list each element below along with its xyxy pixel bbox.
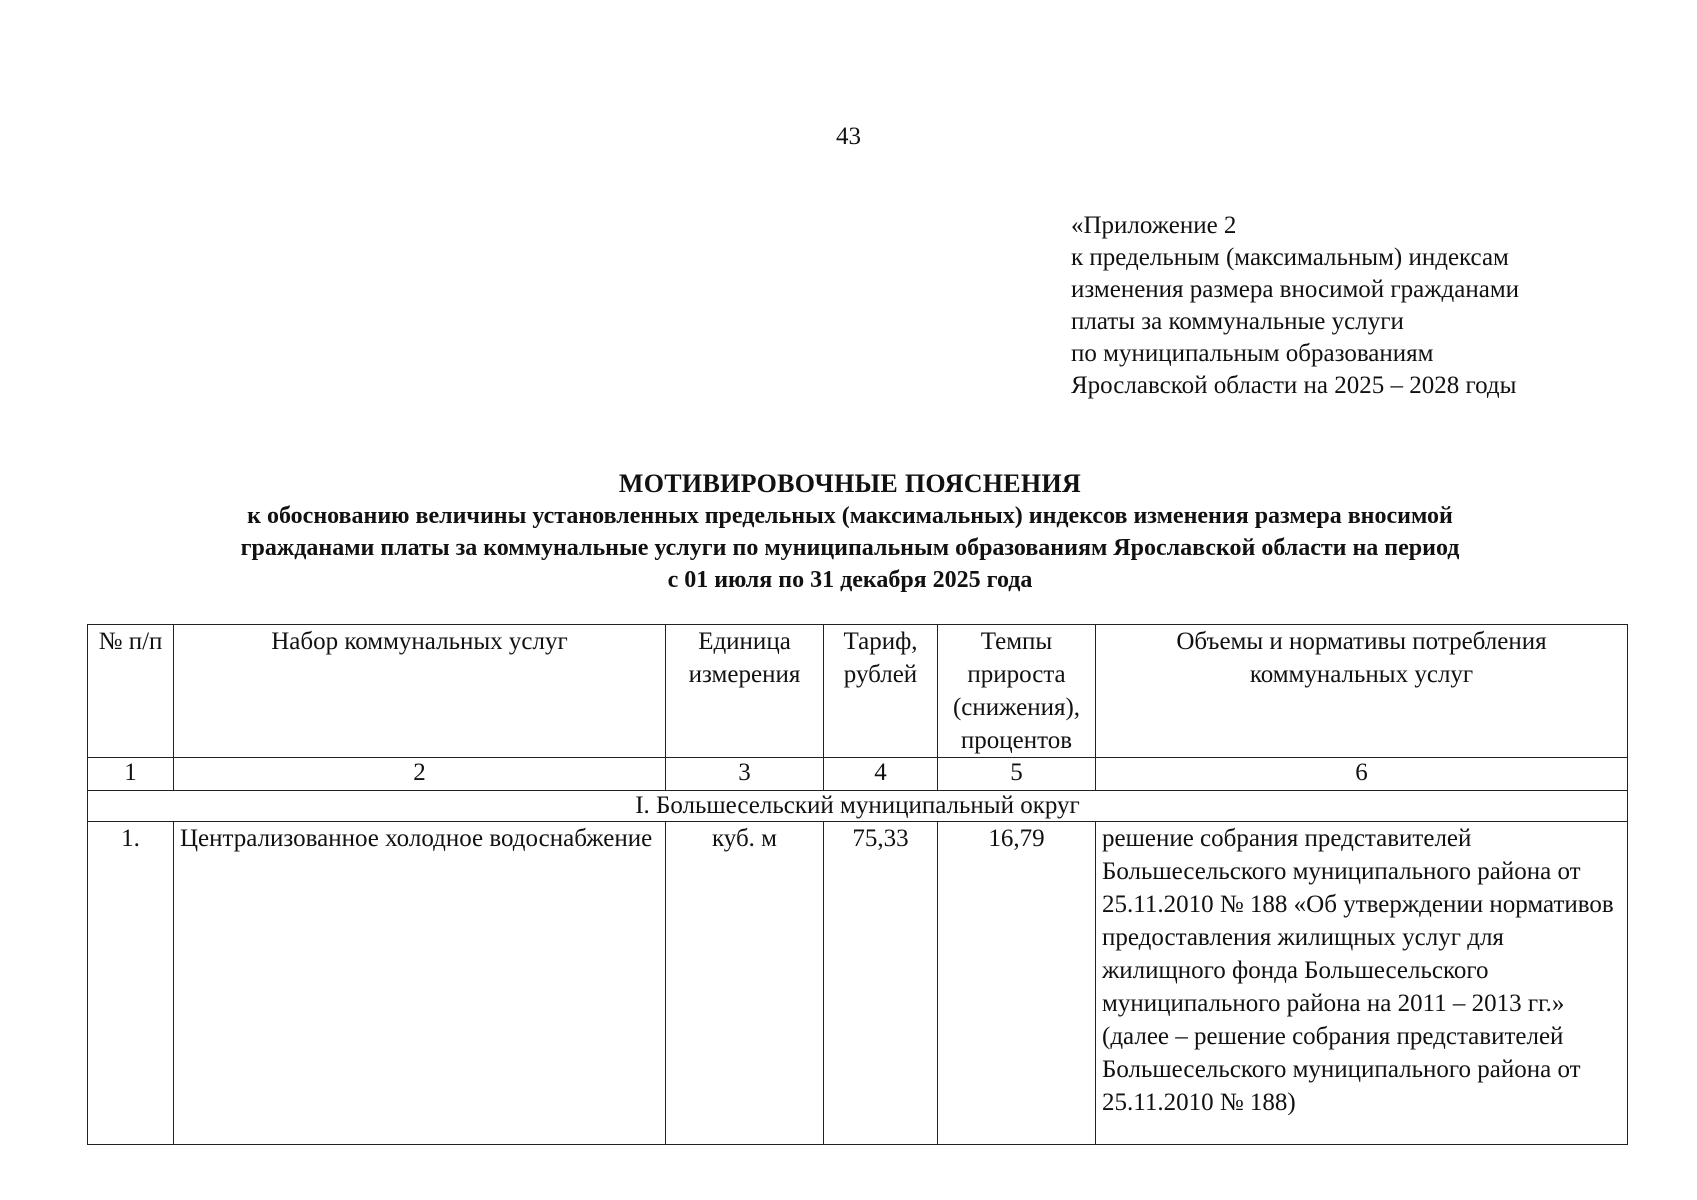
header-cell-unit: Единица измерения — [666, 625, 824, 758]
tariff-table — [87, 624, 1628, 1145]
section-title: I. Большесельский муниципальный округ — [88, 791, 1628, 822]
appendix-line: к предельным (максимальным) индексам — [1071, 244, 1509, 271]
row-number: 1. — [88, 822, 174, 1145]
appendix-line: платы за коммунальные услуги — [1071, 308, 1404, 335]
row-norms: решение собрания представителей Большесельского муниципального района от 25.11.2010 № 188 «Об утверждении нормативов предоставления жилищных услуг для жилищного фонда Большесельского муниципального района на 2011 – 2013 гг.» (далее – решение собрания представителей Большесельского муниципального района от 25.11.2010 № 188) — [1096, 822, 1628, 1145]
title-subline: к обоснованию величины установленных предельных (максимальных) индексов изменения размера вносимой — [247, 503, 1453, 529]
column-number-cell: 6 — [1096, 758, 1628, 791]
appendix-line: по муниципальным образованиям — [1071, 340, 1434, 367]
row-unit: куб. м — [666, 822, 824, 1145]
column-number-cell: 2 — [174, 758, 666, 791]
table-header-row — [88, 625, 1628, 758]
header-cell-growth: Темпы прироста (снижения), процентов — [938, 625, 1096, 758]
appendix-line: «Приложение 2 — [1071, 212, 1237, 239]
title-main: МОТИВИРОВОЧНЫЕ ПОЯСНЕНИЯ — [618, 469, 1082, 498]
column-number-cell: 5 — [938, 758, 1096, 791]
title-subline: с 01 июля по 31 декабря 2025 года — [667, 567, 1033, 593]
header-cell-number: № п/п — [88, 625, 174, 758]
header-cell-tariff: Тариф, рублей — [824, 625, 938, 758]
page-number: 43 — [836, 123, 861, 150]
section-row — [88, 791, 1628, 822]
header-cell-service: Набор коммунальных услуг — [174, 625, 666, 758]
appendix-line: изменения размера вносимой гражданами — [1071, 276, 1520, 303]
appendix-line: Ярославской области на 2025 – 2028 годы — [1071, 372, 1517, 399]
appendix-note — [1071, 210, 1631, 402]
row-service: Централизованное холодное водоснабжение — [174, 822, 666, 1145]
header-cell-norms: Объемы и нормативы потребления коммунальных услуг — [1096, 625, 1628, 758]
column-number-cell: 3 — [666, 758, 824, 791]
column-number-cell: 1 — [88, 758, 174, 791]
row-growth: 16,79 — [938, 822, 1096, 1145]
column-number-row — [88, 758, 1628, 791]
table-row — [88, 822, 1628, 1145]
row-tariff: 75,33 — [824, 822, 938, 1145]
title-subline: гражданами платы за коммунальные услуги по муниципальным образованиям Ярославской области на период — [240, 535, 1460, 561]
document-title — [100, 468, 1600, 596]
column-number-cell: 4 — [824, 758, 938, 791]
